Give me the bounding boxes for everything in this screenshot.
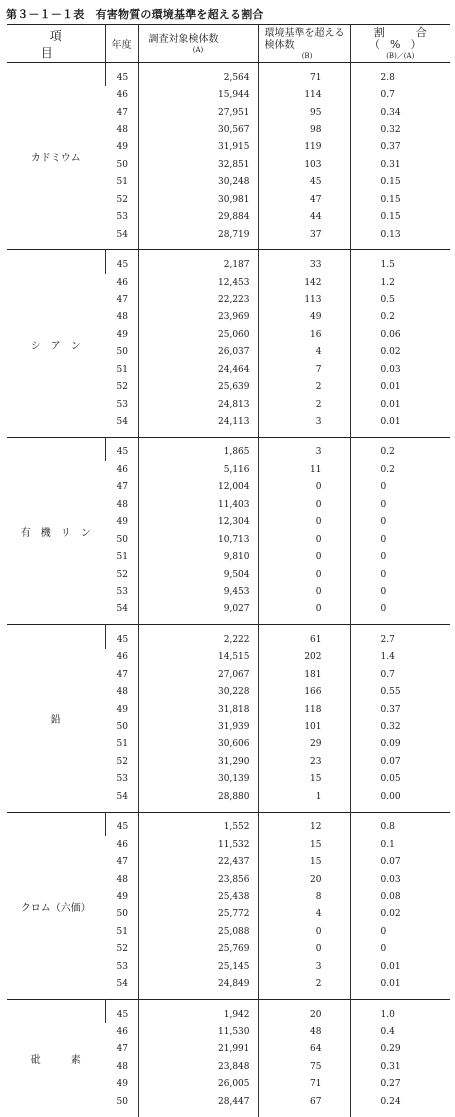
exceed-count: 0 [258,514,350,531]
exceed-ratio: 0.24 [350,1093,450,1116]
exceed-ratio: 0.15 [350,209,450,226]
exceed-count: 48 [258,1023,350,1040]
fiscal-year: 46 [116,652,128,663]
sample-count: 2,564 [138,63,258,87]
exceed-count: 119 [258,139,350,156]
exceed-count: 98 [258,121,350,138]
sample-count: 26,005 [138,1076,258,1093]
fiscal-year: 46 [116,90,128,101]
exceed-count: 8 [258,888,350,905]
exceed-ratio: 0.05 [350,771,450,788]
fiscal-year: 52 [116,944,128,955]
fiscal-year: 49 [116,891,128,902]
fiscal-year: 46 [116,277,128,288]
sample-count: 12,304 [138,514,258,531]
exceed-count: 113 [258,291,350,308]
exceed-count: 11 [258,461,350,478]
exceed-count: 15 [258,771,350,788]
header-samples-sub: (A) [192,45,204,54]
fiscal-year: 46 [116,1027,128,1038]
header-row [7,25,450,63]
fiscal-year: 49 [116,704,128,715]
header-samples-label: 調査対象検体数 [148,33,219,45]
exceed-count: 1 [258,788,350,812]
substance-group [7,999,450,1116]
exceed-count: 33 [258,250,350,274]
table-row [7,812,450,836]
fiscal-year: 45 [105,250,138,274]
fiscal-year: 52 [116,194,128,205]
sample-count: 9,810 [138,548,258,565]
fiscal-year: 50 [116,534,128,545]
sample-count: 9,027 [138,601,258,625]
table-row [7,625,450,649]
table-row [7,63,450,87]
exceed-count: 142 [258,274,350,291]
exceed-ratio: 0.7 [350,86,450,103]
fiscal-year: 51 [116,552,128,563]
exceed-ratio: 0 [350,941,450,958]
exceed-count: 7 [258,361,350,378]
fiscal-year: 45 [105,63,138,87]
exceed-ratio: 0.01 [350,413,450,437]
exceed-count: 0 [258,479,350,496]
exceed-count: 75 [258,1058,350,1075]
exceed-ratio: 0.37 [350,139,450,156]
fiscal-year: 46 [116,839,128,850]
fiscal-year: 52 [116,569,128,580]
exceed-ratio: 0 [350,479,450,496]
sample-count: 25,769 [138,941,258,958]
exceed-ratio: 0.2 [350,437,450,461]
sample-count: 31,818 [138,701,258,718]
exceed-ratio: 0.01 [350,378,450,395]
sample-count: 23,856 [138,871,258,888]
exceed-count: 166 [258,683,350,700]
sample-count: 15,944 [138,86,258,103]
sample-count: 30,248 [138,174,258,191]
fiscal-year: 49 [116,517,128,528]
sample-count: 21,991 [138,1041,258,1058]
exceed-count: 23 [258,753,350,770]
exceed-count: 0 [258,923,350,940]
fiscal-year: 54 [116,791,128,802]
table-row [7,437,450,461]
fiscal-year: 47 [116,482,128,493]
exceed-ratio: 0.32 [350,121,450,138]
fiscal-year: 50 [116,159,128,170]
sample-count: 9,504 [138,566,258,583]
sample-count: 10,713 [138,531,258,548]
sample-count: 22,437 [138,853,258,870]
exceed-count: 12 [258,812,350,836]
exceed-count: 3 [258,413,350,437]
header-ratio [350,25,450,63]
exceed-ratio: 1.2 [350,274,450,291]
fiscal-year: 50 [116,909,128,920]
exceed-count: 64 [258,1041,350,1058]
exceed-count: 0 [258,566,350,583]
sample-count: 12,004 [138,479,258,496]
hazardous-substances-table [7,24,450,1117]
exceed-ratio: 0.7 [350,666,450,683]
fiscal-year: 48 [116,499,128,510]
exceed-count: 4 [258,344,350,361]
sample-count: 30,981 [138,191,258,208]
exceed-count: 15 [258,853,350,870]
exceed-count: 3 [258,958,350,975]
exceed-ratio: 1.0 [350,999,450,1023]
substance-name: クロム（六価） [20,902,91,914]
sample-count: 32,851 [138,156,258,173]
header-ratio-label: 割 合（%） [369,25,437,51]
fiscal-year: 51 [116,926,128,937]
exceed-count: 15 [258,836,350,853]
sample-count: 28,447 [138,1093,258,1116]
sample-count: 5,116 [138,461,258,478]
exceed-ratio: 0.01 [350,975,450,999]
exceed-ratio: 0.03 [350,361,450,378]
exceed-ratio: 1.4 [350,649,450,666]
fiscal-year: 53 [116,774,128,785]
sample-count: 14,515 [138,649,258,666]
exceed-count: 118 [258,701,350,718]
exceed-ratio: 0.15 [350,174,450,191]
exceed-ratio: 0 [350,548,450,565]
exceed-ratio: 0.2 [350,461,450,478]
header-exceed-label: 環境基準を超える検体数 [264,27,345,51]
fiscal-year: 47 [116,669,128,680]
sample-count: 23,848 [138,1058,258,1075]
sample-count: 2,187 [138,250,258,274]
sample-count: 12,453 [138,274,258,291]
exceed-count: 29 [258,736,350,753]
header-samples [138,25,258,63]
sample-count: 11,403 [138,496,258,513]
sample-count: 24,464 [138,361,258,378]
substance-group [7,63,450,250]
exceed-ratio: 0 [350,514,450,531]
exceed-count: 49 [258,309,350,326]
fiscal-year: 53 [116,586,128,597]
exceed-count: 37 [258,226,350,250]
fiscal-year: 47 [116,1044,128,1055]
sample-count: 24,113 [138,413,258,437]
sample-count: 11,532 [138,836,258,853]
exceed-ratio: 0.07 [350,753,450,770]
exceed-count: 95 [258,104,350,121]
exceed-count: 2 [258,396,350,413]
exceed-count: 0 [258,531,350,548]
exceed-ratio: 0.13 [350,226,450,250]
exceed-count: 202 [258,649,350,666]
fiscal-year: 54 [116,604,128,615]
exceed-ratio: 0.1 [350,836,450,853]
exceed-ratio: 0.01 [350,958,450,975]
exceed-ratio: 0.08 [350,888,450,905]
sample-count: 1,865 [138,437,258,461]
sample-count: 31,915 [138,139,258,156]
sample-count: 30,228 [138,683,258,700]
substance-group [7,437,450,624]
table-row [7,999,450,1023]
header-ratio-sub: (B)／(A) [386,51,415,60]
exceed-count: 0 [258,548,350,565]
sample-count: 30,139 [138,771,258,788]
fiscal-year: 50 [116,722,128,733]
exceed-count: 44 [258,209,350,226]
exceed-ratio: 2.7 [350,625,450,649]
fiscal-year: 48 [116,312,128,323]
exceed-count: 0 [258,941,350,958]
exceed-ratio: 0.4 [350,1023,450,1040]
exceed-ratio: 0.29 [350,1041,450,1058]
fiscal-year: 45 [105,812,138,836]
sample-count: 31,290 [138,753,258,770]
exceed-ratio: 0.02 [350,906,450,923]
header-exceed [258,25,350,63]
fiscal-year: 49 [116,1079,128,1090]
exceed-ratio: 0 [350,531,450,548]
sample-count: 24,849 [138,975,258,999]
fiscal-year: 53 [116,212,128,223]
sample-count: 27,951 [138,104,258,121]
substance-name: シ ア ン [30,340,81,352]
exceed-ratio: 0.07 [350,853,450,870]
exceed-count: 114 [258,86,350,103]
sample-count: 23,969 [138,309,258,326]
fiscal-year: 52 [116,756,128,767]
exceed-ratio: 1.5 [350,250,450,274]
exceed-ratio: 0.27 [350,1076,450,1093]
fiscal-year: 53 [116,961,128,972]
exceed-ratio: 0 [350,496,450,513]
exceed-count: 61 [258,625,350,649]
substance-group [7,812,450,999]
sample-count: 24,813 [138,396,258,413]
sample-count: 1,552 [138,812,258,836]
exceed-ratio: 0 [350,601,450,625]
exceed-ratio: 0.5 [350,291,450,308]
sample-count: 30,567 [138,121,258,138]
sample-count: 11,530 [138,1023,258,1040]
sample-count: 25,438 [138,888,258,905]
fiscal-year: 47 [116,107,128,118]
sample-count: 29,884 [138,209,258,226]
exceed-count: 2 [258,975,350,999]
exceed-count: 0 [258,496,350,513]
sample-count: 30,606 [138,736,258,753]
exceed-count: 0 [258,601,350,625]
fiscal-year: 46 [116,464,128,475]
sample-count: 25,088 [138,923,258,940]
fiscal-year: 51 [116,364,128,375]
header-year: 年度 [105,25,138,63]
exceed-ratio: 0.34 [350,104,450,121]
exceed-ratio: 0.55 [350,683,450,700]
sample-count: 31,939 [138,718,258,735]
exceed-ratio: 0.00 [350,788,450,812]
sample-count: 26,037 [138,344,258,361]
sample-count: 28,880 [138,788,258,812]
fiscal-year: 45 [105,437,138,461]
exceed-count: 3 [258,437,350,461]
exceed-count: 2 [258,378,350,395]
substance-group [7,625,450,812]
exceed-count: 20 [258,871,350,888]
exceed-count: 181 [258,666,350,683]
substance-name: 有 機 リ ン [20,527,91,539]
exceed-ratio: 2.8 [350,63,450,87]
sample-count: 28,719 [138,226,258,250]
exceed-count: 67 [258,1093,350,1116]
fiscal-year: 54 [116,979,128,990]
exceed-ratio: 0.03 [350,871,450,888]
exceed-ratio: 0.06 [350,326,450,343]
substance-group [7,250,450,437]
exceed-ratio: 0.2 [350,309,450,326]
fiscal-year: 52 [116,382,128,393]
exceed-count: 47 [258,191,350,208]
exceed-ratio: 0.8 [350,812,450,836]
exceed-count: 103 [258,156,350,173]
exceed-ratio: 0.15 [350,191,450,208]
exceed-count: 20 [258,999,350,1023]
exceed-ratio: 0.02 [350,344,450,361]
sample-count: 2,222 [138,625,258,649]
sample-count: 9,453 [138,583,258,600]
table-row [7,250,450,274]
fiscal-year: 49 [116,142,128,153]
fiscal-year: 50 [116,1096,128,1107]
fiscal-year: 51 [116,739,128,750]
fiscal-year: 48 [116,687,128,698]
exceed-ratio: 0 [350,583,450,600]
fiscal-year: 54 [116,417,128,428]
fiscal-year: 54 [116,229,128,240]
fiscal-year: 47 [116,294,128,305]
exceed-ratio: 0 [350,923,450,940]
exceed-count: 16 [258,326,350,343]
exceed-ratio: 0 [350,566,450,583]
fiscal-year: 50 [116,347,128,358]
exceed-ratio: 0.31 [350,156,450,173]
substance-name: 砒 素 [30,1055,81,1067]
fiscal-year: 47 [116,857,128,868]
exceed-ratio: 0.09 [350,736,450,753]
exceed-ratio: 0.37 [350,701,450,718]
sample-count: 25,060 [138,326,258,343]
exceed-count: 71 [258,63,350,87]
fiscal-year: 48 [116,125,128,136]
table-title: 第３－１－１表 有害物質の環境基準を超える割合 [6,8,264,21]
fiscal-year: 48 [116,1061,128,1072]
fiscal-year: 45 [105,625,138,649]
fiscal-year: 49 [116,329,128,340]
exceed-count: 45 [258,174,350,191]
sample-count: 27,067 [138,666,258,683]
exceed-ratio: 0.32 [350,718,450,735]
sample-count: 1,942 [138,999,258,1023]
fiscal-year: 45 [105,999,138,1023]
sample-count: 25,145 [138,958,258,975]
exceed-count: 0 [258,583,350,600]
exceed-count: 101 [258,718,350,735]
substance-name: カドミウム [30,153,81,165]
sample-count: 22,223 [138,291,258,308]
exceed-ratio: 0.01 [350,396,450,413]
exceed-ratio: 0.31 [350,1058,450,1075]
fiscal-year: 48 [116,874,128,885]
fiscal-year: 53 [116,399,128,410]
fiscal-year: 51 [116,177,128,188]
header-exceed-sub: (B) [301,51,313,60]
exceed-count: 4 [258,906,350,923]
sample-count: 25,639 [138,378,258,395]
sample-count: 25,772 [138,906,258,923]
header-item: 項 目 [7,25,105,63]
substance-name: 鉛 [50,715,61,727]
exceed-count: 71 [258,1076,350,1093]
